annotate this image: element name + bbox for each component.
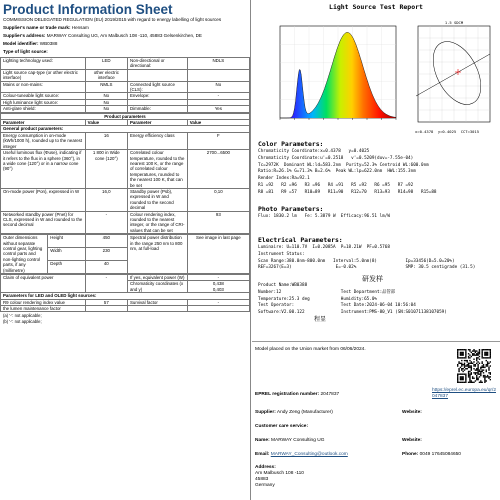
cie-label: 1.5 SDCM [444,20,464,25]
r9-label: R9 colour rendering index value [1,299,86,305]
general-param: On-mode power (Pon), expressed in W [1,188,86,211]
dimensions-table [0,234,250,274]
type-value-2: Yes [187,106,249,112]
col-value-2: Value [187,120,249,126]
type-param-2 [127,69,187,81]
type-value: No [85,93,127,99]
sample-mark: 研发样 [362,275,383,283]
chroma-label: Chromaticity coordinates (x and y) [127,281,187,293]
electrical-param-line: Instrument Status: [258,251,305,257]
electrical-params-header: Electrical Parameters: [258,236,343,244]
type-param-2: Connected light source (CLS): [127,81,187,93]
color-param-line: R1 =92 R2 =96 R3 =96 R4 =91 R5 =92 R6 =95 R7 =92 [258,182,414,188]
supplier-website-label: Website: [402,410,422,415]
survival-value: - [187,299,249,305]
col-value: Value [85,120,127,126]
equiv-power-label: If yes, equivalent power (W) [127,275,187,281]
type-param-2: Non-directional or directional: [127,58,187,70]
general-param: Energy consumption in on-mode (kWh/1000 h), rounded up to the nearest integer [1,132,86,149]
metadata-line: Number:12 Test Department:品管部 [258,289,396,295]
care-email: Email: MARWAY_Consulting@outlook.com [255,452,348,457]
maint-param-value [187,306,249,312]
type-param-2: Envelope: [127,93,187,99]
general-param-2: Energy efficiency class [127,132,187,149]
color-params-header: Color Parameters: [258,140,324,148]
electrical-param-line: Luminaire: U=110.7V I=0.2085A P=18.21W PF=0.5768 [258,245,390,250]
chroma-value: 0,438 0,403 [187,281,249,293]
type-param: Mains or non-mains: [1,81,86,93]
type-value-2 [187,69,249,81]
photo-param-line: Flux: 1830.2 lm Fe: 5.3879 W Efficacy:96.51 lm/W [258,214,390,219]
sheet-title: Product Information Sheet [3,2,173,17]
type-value: LED [85,58,127,70]
type-value: other electric interface [85,69,127,81]
spectrum-ticks [280,118,396,120]
customer-care-label: Customer care service: [255,424,309,429]
type-value: No [85,99,127,105]
maint-param [127,306,187,312]
type-param: Anti-glare shield: [1,106,86,112]
metadata-line: Test Operator: Test Date:2024-06-04 10:56:04 [258,303,416,309]
general-value: 16 [85,132,127,149]
type-param: Colour-tuneable light source: [1,93,86,99]
general-param-2: Colour rendering index, rounded to the nearest integer, or the range of CRI-values that can be set [127,211,187,234]
color-param-line: Tc=2972K Dominant WL:ld=583.2nm Purity=52.3% Centroid WL:600.0nm [258,162,429,168]
metadata-line: Software:V2.00.122 Instrument:PMS-80_V1 (SN:S01071138107059) [258,310,447,316]
type-value: No [85,106,127,112]
height-label: Height [48,235,85,248]
color-param-line: Chromaticity Coordinate:x=0.4378 y=0.4025 [258,149,370,154]
color-params [258,149,437,197]
eprel-section [252,341,500,500]
r9-value: 57 [85,299,127,305]
equiv-value: - [85,275,127,293]
dims-label: Outer dimensions without separate control gear, lighting control parts and non-lighting control parts, if any (millimetre) [1,235,48,274]
right-panel [252,0,500,500]
care-name: Name: MARWAY Consulting UG [255,438,325,443]
general-param: Useful luminous flux (Φuse), indicating if it refers to the flux in a sphere (360°), in a wide cone (120°) or in a narrow cone (90°) [1,150,86,189]
regulation-text: COMMISSION DELEGATED REGULATION (EU) 2019/2015 with regard to energy labelling of light sources [3,17,222,22]
type-header: Type of light source: [3,49,48,54]
equivalent-table [0,274,250,312]
color-param-line: Ratio:R=26.1% G=71.3% B=2.6% Peak WL:lp=622.0nm HWL:155.3nm [258,169,416,175]
height-value: 450 [85,235,127,248]
color-param-line: Chromaticity Coordinate:u'=0.2518 v'=0.5209(duv=-7.55e-04) [258,155,414,161]
maint-label: the lumen maintenance factor [1,306,86,312]
general-value-2: 0,10 [187,188,249,211]
care-website-label: Website: [402,438,422,443]
params-header: Product parameters [1,113,250,119]
general-param-2: Correlated colour temperature, rounded to the nearest 100 K, or the range of correlated colour temperatures, rounded to the nearest 100 K, that can be set [127,150,187,189]
footnote-a: (a) '-': not applicable; [3,313,42,319]
survival-label: Survival factor [127,299,187,305]
metadata-line: Temperature:25.3 deg Humidity:65.0% [258,296,377,302]
electrical-param-line: Scan Range:380.0nm-800.0nm Interval:5.0nm(8) Ip=33456(D=5.0=20%) [258,258,455,264]
col-parameter: Parameter [1,120,86,126]
model-identifier: Model identifier: WB0388 [3,41,58,46]
led-header: Parameters for LED and OLED light sources: [1,293,250,299]
type-value-2: No [187,81,249,93]
general-value-2: F [187,132,249,149]
general-value: - [85,211,127,234]
photo-params-header: Photo Parameters: [258,205,324,213]
general-header: General product parameters: [1,126,250,132]
maint-value [85,306,127,312]
operator-signature: 程显 [314,316,327,323]
eprel-registration: EPREL registration number: 2047837 [255,392,340,397]
care-address: Address: Am Malbusch 108 -110 45883 Germany [255,465,304,488]
color-param-line: R8 =81 R9 =57 R10=89 R11=90 R12=70 R13=93 R14=98 R15=88 [258,189,437,195]
cie-chart [412,18,496,128]
depth-label: Depth [48,261,85,274]
type-param-2: Dimmable: [127,106,187,112]
type-param: Light source cap-type (or other electric interface) [1,69,86,81]
supplier-address: Supplier's address: MARWAY Consulting UG, Am Malbusch 108 -110, 45883 Gelsenkirchen, DE [3,33,202,38]
width-value: 230 [85,248,127,261]
electrical-params [258,245,475,272]
report-metadata [258,283,447,317]
email-link[interactable]: MARWAY_Consulting@outlook.com [270,452,348,457]
spd-label: Spectral power distribution in the range 250 nm to 800 nm, at full-load [127,235,187,274]
equiv-power-value: - [187,275,249,281]
equiv-label: Claim of equivalent power [1,275,86,293]
general-value: 16,0 [85,188,127,211]
type-value-2: NDLS [187,58,249,70]
general-value: 1 800 in Wide cone (120°) [85,150,127,189]
type-param: Lighting technology used: [1,58,86,70]
photo-params [258,214,390,221]
cie-caption: x=0.4378 y=0.4025 CCT=3015 [415,129,480,134]
electrical-param-line: REF=3267(E=3) E=-0.02% SMP: 30.5 centigrade (31.5) [258,265,476,271]
general-param-2: Standby power (Psb), expressed in W and rounded to the second decimal [127,188,187,211]
type-param: High luminance light source: [1,99,86,105]
type-value: NMLS [85,81,127,93]
supplier-name: Supplier's name or trade mark: Hensam [3,25,89,30]
report-title: Light Source Test Report [329,3,423,11]
qr-code-icon[interactable] [457,349,491,383]
footnote-b: (b) '-': not applicable; [3,318,42,324]
market-note: Model placed on the Union market from 06/06/2024. [255,347,366,352]
parameters-table [0,113,250,235]
metadata-line: Product Name:WB0388 [258,283,308,288]
type-table [0,57,250,113]
col-parameter-2: Parameter [127,120,187,126]
depth-value: 40 [85,261,127,274]
test-report [252,0,500,340]
general-param: Networked standby power (Pnet) for CLS, expressed in W and rounded to the second decimal [1,211,86,234]
spectrum-chart [262,18,402,130]
eprel-link[interactable]: https://eprel.ec.europa.eu/qr/2047837 [432,388,496,399]
general-value-2: 93 [187,211,249,234]
care-phone: Phone: 0049 17645084650 [402,452,461,457]
width-label: Width [48,248,85,261]
type-value-2: - [187,93,249,99]
general-value-2: 2700...6500 [187,150,249,189]
spd-value: See image in last page [187,235,249,274]
color-param-line: Render Index:Ra=92.1 [258,176,310,182]
supplier: Supplier: Andy Zeng (Manufacturer) [255,410,333,415]
